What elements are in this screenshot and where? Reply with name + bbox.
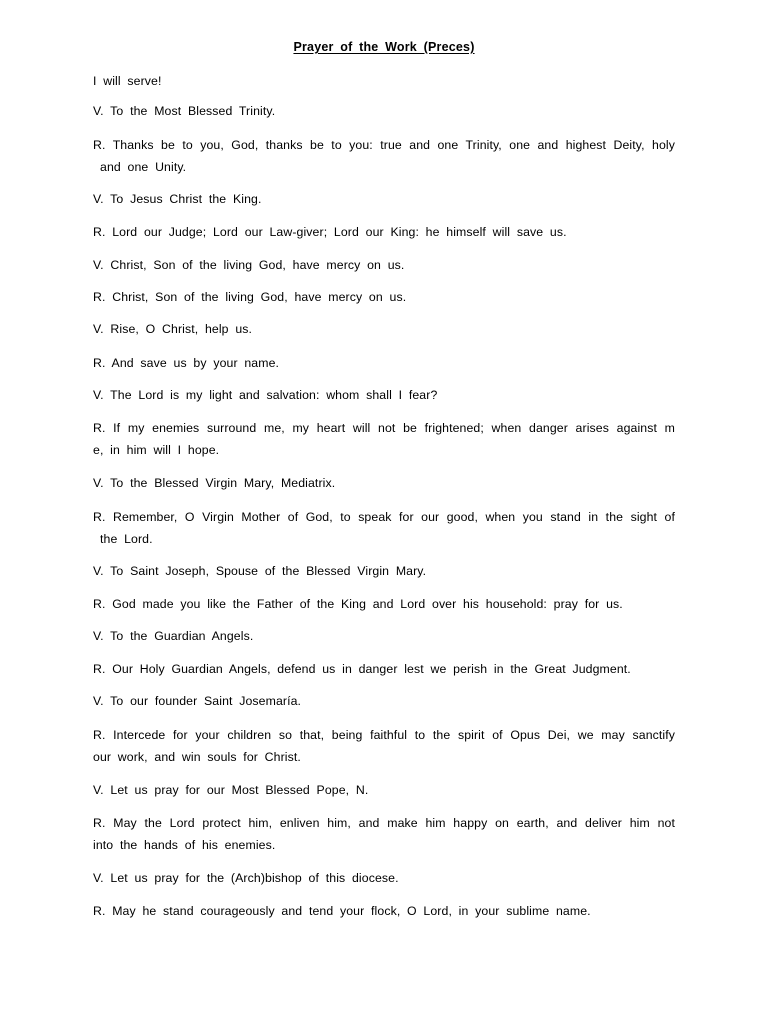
paragraph-19-line-2: our work, and win souls for Christ. xyxy=(93,749,301,764)
paragraph-13-line-2: the Lord. xyxy=(100,531,153,546)
paragraph-11-line-1: R. If my enemies surround me, my heart will not be frightened; when danger arises against m xyxy=(93,421,675,435)
paragraph-19-line-1: R. Intercede for your children so that, being faithful to the spirit of Opus Dei, we may sanctify xyxy=(93,728,675,742)
paragraph-22: V. Let us pray for the (Arch)bishop of this diocese. xyxy=(93,871,399,885)
paragraph-21 xyxy=(93,813,675,856)
paragraph-10: V. The Lord is my light and salvation: whom shall I fear? xyxy=(93,388,438,402)
paragraph-13 xyxy=(93,507,675,550)
paragraph-9: R. And save us by your name. xyxy=(93,356,280,370)
paragraph-11 xyxy=(93,418,675,461)
paragraph-3-line-1: R. Thanks be to you, God, thanks be to you: true and one Trinity, one and highest Deity, holy xyxy=(93,138,675,152)
paragraph-3-line-2: and one Unity. xyxy=(100,159,187,174)
page-title xyxy=(0,40,768,54)
paragraph-19 xyxy=(93,725,675,768)
paragraph-3 xyxy=(93,135,675,178)
paragraph-20: V. Let us pray for our Most Blessed Pope, N. xyxy=(93,783,369,797)
paragraph-2: V. To the Most Blessed Trinity. xyxy=(93,104,276,118)
paragraph-6: V. Christ, Son of the living God, have mercy on us. xyxy=(93,258,405,272)
paragraph-11-line-2: e, in him will I hope. xyxy=(93,442,220,457)
title-text: Prayer of the Work (Preces) xyxy=(293,40,475,54)
paragraph-13-line-1: R. Remember, O Virgin Mother of God, to speak for our good, when you stand in the sight of xyxy=(93,510,675,524)
paragraph-21-line-2: into the hands of his enemies. xyxy=(93,837,276,852)
paragraph-17: R. Our Holy Guardian Angels, defend us in danger lest we perish in the Great Judgment. xyxy=(93,662,631,676)
paragraph-1: I will serve! xyxy=(93,74,162,88)
paragraph-12: V. To the Blessed Virgin Mary, Mediatrix. xyxy=(93,476,336,490)
paragraph-23: R. May he stand courageously and tend your flock, O Lord, in your sublime name. xyxy=(93,904,591,918)
paragraph-4: V. To Jesus Christ the King. xyxy=(93,192,262,206)
paragraph-7: R. Christ, Son of the living God, have mercy on us. xyxy=(93,290,407,304)
paragraph-15: R. God made you like the Father of the King and Lord over his household: pray for us. xyxy=(93,597,623,611)
paragraph-21-line-1: R. May the Lord protect him, enliven him, and make him happy on earth, and deliver him not xyxy=(93,816,675,830)
paragraph-14: V. To Saint Joseph, Spouse of the Blessed Virgin Mary. xyxy=(93,564,427,578)
paragraph-18: V. To our founder Saint Josemaría. xyxy=(93,694,302,708)
paragraph-5: R. Lord our Judge; Lord our Law-giver; Lord our King: he himself will save us. xyxy=(93,225,567,239)
paragraph-8: V. Rise, O Christ, help us. xyxy=(93,322,253,336)
paragraph-16: V. To the Guardian Angels. xyxy=(93,629,254,643)
